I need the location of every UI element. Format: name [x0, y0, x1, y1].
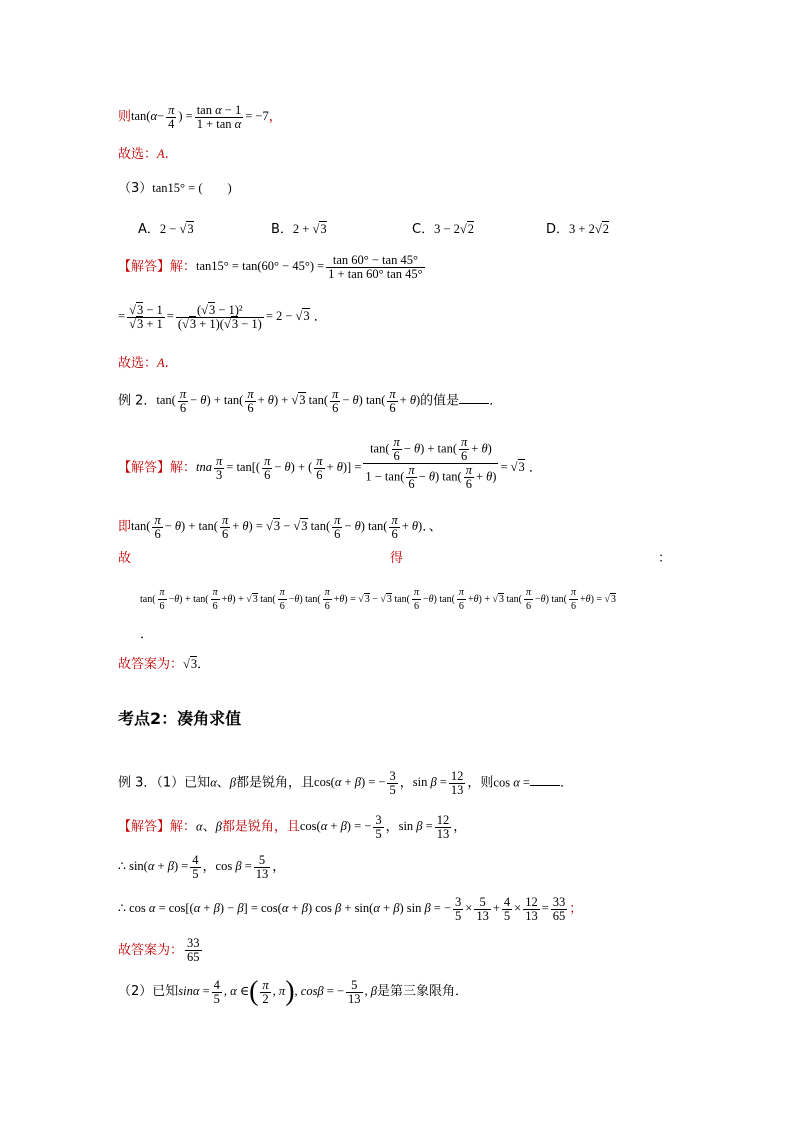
solution-ex3: 【解答】解：α、β都是锐角，且cos(α + β) = − $\frac{3}{5}$ ，sin β = $\frac{12}{13}$ ， [118, 813, 467, 841]
example-2: 例 2．tan( $\frac{\pi}{6}$ − θ) + tan( $\frac{\pi}{6}$ + θ) + √3 tan( $\frac{\pi}{6}$ − θ) tan( $\frac{\pi}{6}$ + θ)的值是 ． [118, 387, 503, 415]
line-tan-alpha-minus-pi4: 则tan(α− $\frac{\pi}{4}$ ) = $\frac{\text{tan α − 1}}{\text{1 + tan α}}$ = −7， [118, 103, 282, 131]
choose-line-2: 故选：A. [118, 356, 169, 371]
answer-line-ex3: 故答案为： $\frac{33}{65}$ [118, 936, 200, 964]
line-therefore-1: ∴ sin(α + β) = $\frac{4}{5}$ ，cos β = $\frac{5}{13}$ ， [118, 853, 286, 881]
line-ji: 即tan( $\frac{\pi}{6}$ − θ) + tan( $\frac{\pi}{6}$ + θ) = √3 − √3 tan( $\frac{\pi}{6}$ − θ) tan( $\frac{\pi}{6}$ + θ)．、 [118, 513, 442, 541]
line-therefore-2: ∴ cos α = cos[(α + β) − β] = cos(α + β) cos β + sin(α + β) sin β = − $\frac{3}{5}$ × $\frac{5}{13}$ + $\frac{4}{5}$ × $\frac{12}{13}$ = $\frac{33}{65}$ ； [118, 895, 583, 923]
choose-answer: A [157, 147, 165, 161]
period-line: ． [140, 627, 154, 642]
answer-line-ex2: 故答案为：√3． [118, 657, 211, 672]
q3-label: （3） [118, 181, 153, 196]
solution-ex2: 【解答】解：tna $\frac{\pi}{3}$ = tan[( $\frac{\pi}{6}$ − θ) + ( $\frac{\pi}{6}$ + θ)] = tan( $\frac{\pi}{6}$ − θ) + tan( $\frac{\pi}{6}$ + θ) 1 − tan( $\frac{\pi}{6}$ − θ) tan( $\frac{\pi}{6}$ + θ) = √3 ． [118, 435, 542, 491]
q3-expr: tan15° = ( ) [152, 181, 232, 195]
answer-blank[interactable] [459, 391, 489, 404]
choose-label: 故选： [118, 147, 158, 162]
example-3: 例 3．（1）已知α、β都是锐角，且cos(α + β) = − $\frac{3}{5}$ ，sin β = $\frac{12}{13}$ ，则cos α = ． [118, 769, 573, 797]
choose-line-1: 故选：A. [118, 147, 169, 162]
option-a[interactable]: A．2 − √3 [138, 222, 194, 237]
solution-tan15: 【解答】解：tan15° = tan(60° − 45°) = $\frac{\tan 60^\circ - \tan 45^\circ}{1 + \tan 60^\circ \tan 45^\circ}$ [118, 253, 423, 281]
long-equation: tan( $\frac{\pi}{6}$ −θ) + tan( $\frac{\pi}{6}$ +θ) + √3 tan( $\frac{\pi}{6}$ −θ) tan( $\frac{\pi}{6}$ +θ) = √3 − √3 tan( $\frac{\pi}{6}$ −θ) tan( $\frac{\pi}{6}$ +θ) + √3 tan( $\frac{\pi}{6}$ −θ) tan( $\frac{\pi}{6}$ +θ) = √3 [140, 587, 617, 612]
option-d[interactable]: D．3 + 2√2 [546, 222, 609, 237]
text-ze: 则 [118, 109, 132, 125]
solution-tan15-cont: = $\frac{√3 - 1}{√3 + 1}$ = $\frac{\text{(√3 − 1)²}}{(√3 + 1)(√3 - 1)}$ = 2 − √3 ． [118, 303, 327, 331]
example-2-label: 例 2． [118, 393, 157, 409]
solution-label: 【解答】 [118, 259, 171, 275]
question-3 [118, 180, 232, 197]
option-c[interactable]: C．3 − 2√2 [412, 222, 474, 237]
question-2: （2）已知sinα = $\frac{4}{5}$ , α ∈( $\frac{\pi}{2}$ , π), cosβ = − $\frac{5}{13}$ , β是第三象限角． [118, 976, 469, 1007]
comma: ， [268, 109, 282, 125]
option-b[interactable]: B．2 + √3 [271, 222, 327, 237]
answer-blank-ex3[interactable] [530, 773, 560, 786]
section-title: 考点2：凑角求值 [118, 709, 242, 728]
